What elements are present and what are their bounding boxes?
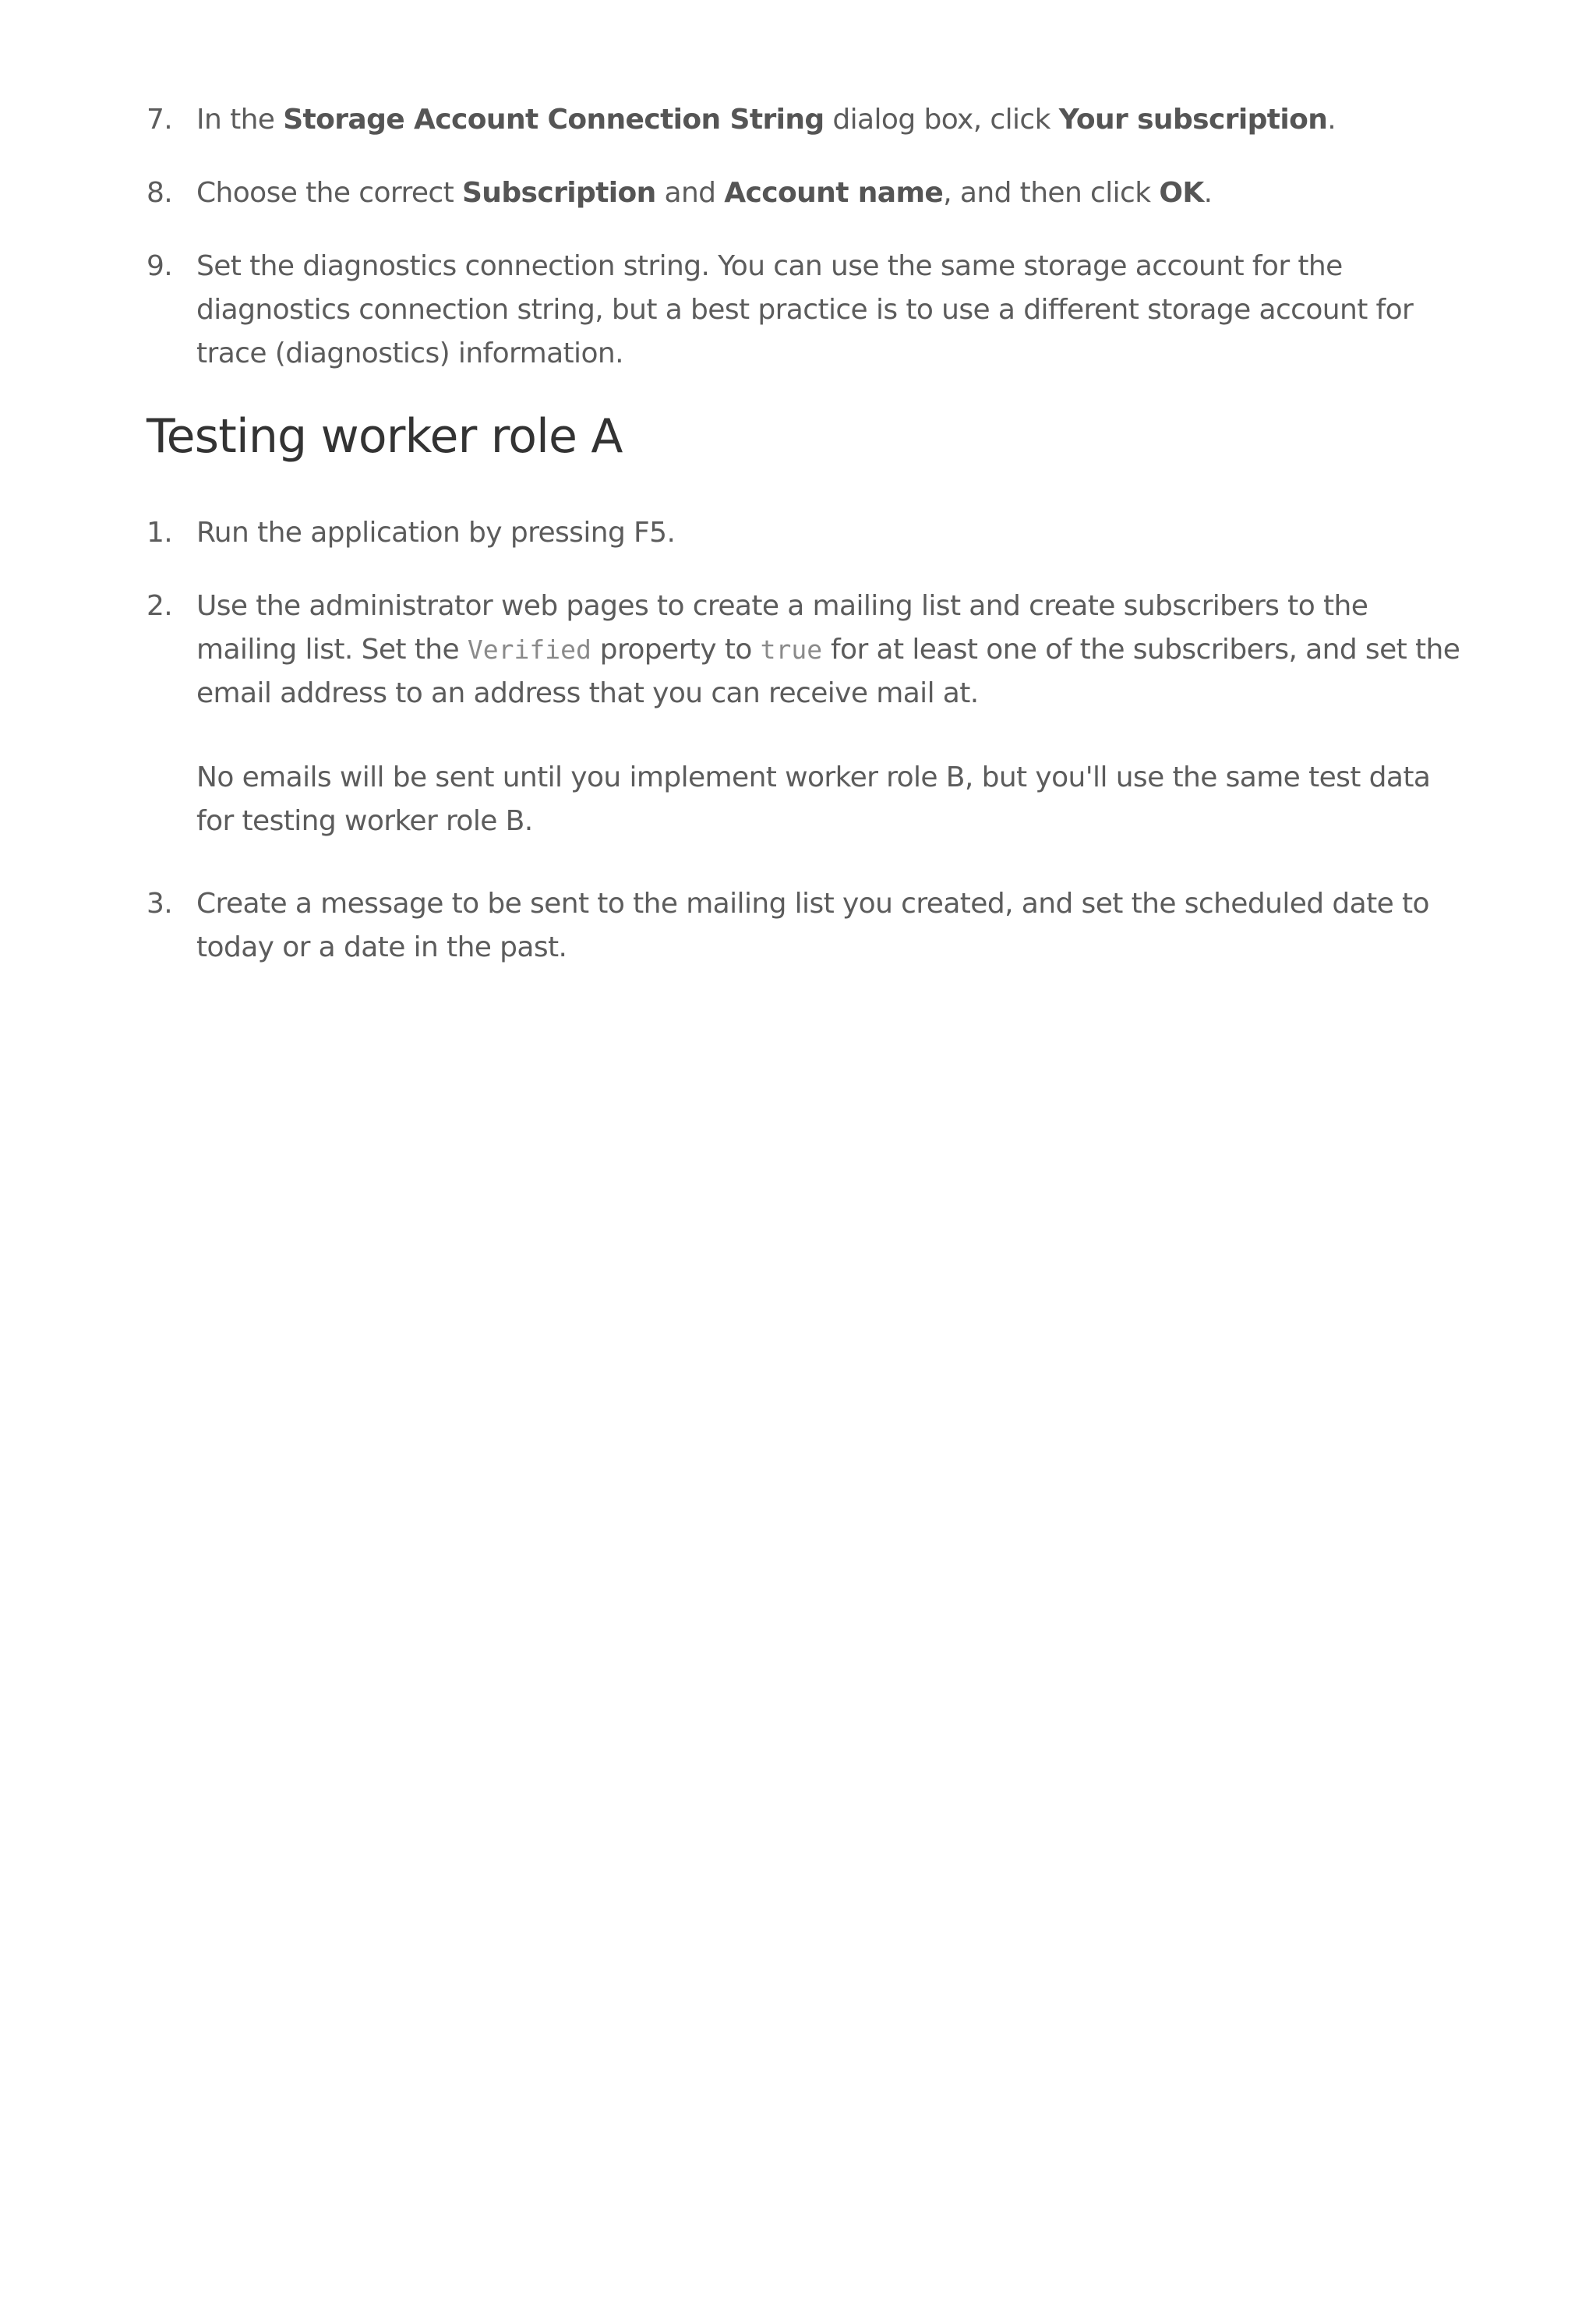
text-run: for at least one of the subscribers, and set the email address to an address that you can receive mail at. (196, 634, 1460, 709)
list-item-number: 3. (147, 888, 173, 920)
list-item (147, 171, 1471, 215)
ui-term: Storage Account Connection String (283, 104, 824, 136)
list-item-paragraph (196, 585, 1471, 715)
text-run: property to (591, 634, 761, 666)
list-item-text: Set the diagnostics connection string. You can use the same storage account for the diagnostics connection string, but a best practice is to use a different storage account for trace (diagnostics) information. (196, 250, 1414, 369)
text-run: and (655, 177, 725, 209)
inline-code: true (760, 634, 823, 665)
list-item (147, 245, 1471, 376)
text-run: In the (196, 104, 284, 136)
list-item (147, 585, 1471, 843)
section-heading: Testing worker role A (147, 409, 623, 464)
list-item-number: 7. (147, 104, 173, 136)
text-run: . (1327, 104, 1336, 136)
text-run: dialog box, click (824, 104, 1059, 136)
inline-code: Verified (467, 634, 591, 665)
ui-term: Account name (724, 177, 944, 209)
list-item-text: Create a message to be sent to the mailing list you created, and set the scheduled date to today or a date in the past. (196, 888, 1429, 963)
list-item-number: 2. (147, 590, 173, 622)
ui-term: Your subscription (1058, 104, 1328, 136)
list-item-number: 8. (147, 177, 173, 209)
steps-list-continued (147, 98, 1471, 376)
list-item (147, 511, 1471, 555)
list-item-note: No emails will be sent until you implement worker role B, but you'll use the same test data for testing worker role B. (196, 761, 1431, 837)
ui-term: OK (1159, 177, 1204, 209)
list-item-number: 1. (147, 517, 173, 549)
text-run: . (1203, 177, 1213, 209)
list-item (147, 98, 1471, 142)
text-run: Use the administrator web pages to create a mailing list and create subscribers to the mailing list. Set the (196, 590, 1368, 666)
list-item (147, 882, 1471, 970)
list-item-text: Run the application by pressing F5. (196, 517, 676, 549)
ui-term: Subscription (461, 177, 656, 209)
text-run: Choose the correct (196, 177, 462, 209)
text-run: , and then click (943, 177, 1160, 209)
list-item-number: 9. (147, 250, 173, 282)
steps-list (147, 511, 1471, 970)
